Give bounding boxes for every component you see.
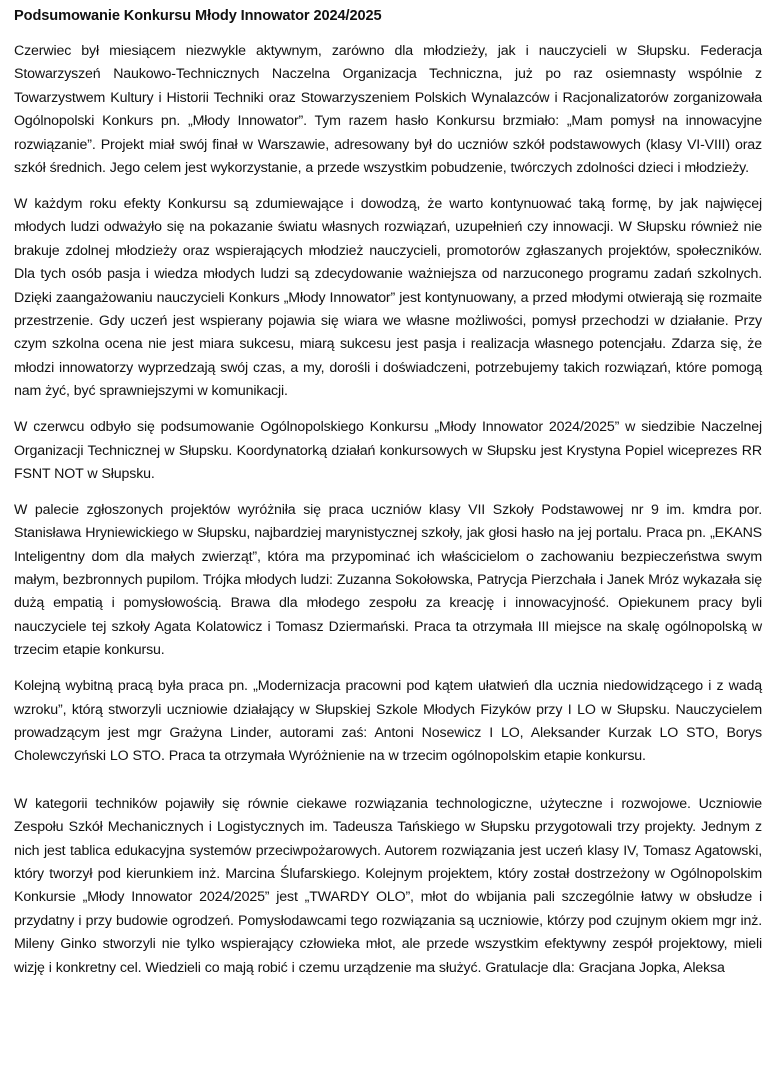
document-title: Podsumowanie Konkursu Młody Innowator 2024/2025 <box>14 8 382 24</box>
paragraph-ekans-project: W palecie zgłoszonych projektów wyróżniła się praca uczniów klasy VII Szkoły Podstawowej nr 9 im. kmdra por. Stanisława Hryniewickiego w Słupsku, najbardziej marynistycznej szkoły, jak głosi hasło na jej portalu. Praca pn. „EKANS Inteligentny dom dla małych zwierząt”, która ma przypominać ich właścicielom o zachowaniu bezpieczeństwa swym małym, bezbronnych pupilom. Trójka młodych ludzi: Zuzanna Sokołowska, Patrycja Pierzchała i Janek Mróz wykazała się dużą empatią i pomysłowością. Brawa dla młodego zespołu za kreację i innowacyjność. Opiekunem pracy byli nauczyciele tej szkoły Agata Kolatowicz i Tomasz Dziermański. Praca ta otrzymała III miejsce na skalę ogólnopolską w trzecim etapie konkursu. <box>14 501 762 659</box>
paragraph-summary-event: W czerwcu odbyło się podsumowanie Ogólnopolskiego Konkursu „Młody Innowator 2024/2025” w siedzibie Naczelnej Organizacji Technicznej w Słupsku. Koordynatorką działań konkursowych w Słupsku jest Krystyna Popiel wiceprezes RR FSNT NOT w Słupsku. <box>14 419 762 482</box>
paragraph-lab-modernization: Kolejną wybitną pracą była praca pn. „Modernizacja pracowni pod kątem ułatwień dla ucznia niedowidzącego i z wadą wzroku”, którą stworzyli uczniowie działający w Słupskiej Szkole Młodych Fizyków przy I LO w Słupsku. Nauczycielem prowadzącym jest mgr Grażyna Linder, autorami zaś: Antoni Nosewicz I LO, Aleksander Kurzak LO STO, Borys Cholewczyński LO STO. Praca ta otrzymała Wyróżnienie na w trzecim ogólnopolskim etapie konkursu. <box>14 678 762 765</box>
paragraph-intro: Czerwiec był miesiącem niezwykle aktywnym, zarówno dla młodzieży, jak i nauczycieli w Słupsku. Federacja Stowarzyszeń Naukowo-Technicznych Naczelna Organizacja Techniczna, już po raz osiemnasty wspólnie z Towarzystwem Kultury i Historii Techniki oraz Stowarzyszeniem Polskich Wynalazców i Racjonalizatorów zorganizowała Ogólnopolski Konkurs pn. „Młody Innowator”. Tym razem hasło Konkursu brzmiało: „Mam pomysł na innowacyjne rozwiązanie”. Projekt miał swój finał w Warszawie, adresowany był do uczniów szkół podstawowych (klasy VI-VIII) oraz szkół średnich. Jego celem jest wykorzystanie, a przede wszystkim pobudzenie, twórczych zdolności dzieci i młodzieży. <box>14 43 762 177</box>
paragraph-effects: W każdym roku efekty Konkursu są zdumiewające i dowodzą, że warto kontynuować taką formę, by jak najwięcej młodych ludzi odważyło się na pokazanie światu własnych rozwiązań, uzupełnień czy innowacji. W Słupsku również nie brakuje zdolnej młodzieży oraz wspierających młodzież nauczycieli, promotorów zgłaszanych projektów, społeczników. Dla tych osób pasja i wiedza młodych ludzi są zdecydowanie ważniejsza od narzuconego programu zadań szkolnych. Dzięki zaangażowaniu nauczycieli Konkurs „Młody Innowator” jest kontynuowany, a przed młodymi otwierają się rozmaite przestrzenie. Gdy uczeń jest wspierany pojawia się wiara we własne możliwości, pomysł przechodzi w działanie. Przy czym szkolna ocena nie jest miara sukcesu, miarą sukcesu jest pasja i realizacja własnego potencjału. Zdarza się, że młodzi innowatorzy wyprzedzają swój czas, a my, dorośli i doświadczeni, potrzebujemy takich rozwiązań, które pomogą nam żyć, być sprawniejszymi w komunikacji. <box>14 195 762 400</box>
paragraph-technicians: W kategorii techników pojawiły się równie ciekawe rozwiązania technologiczne, użyteczne i rozwojowe. Uczniowie Zespołu Szkół Mechanicznych i Logistycznych im. Tadeusza Tańskiego w Słupsku przygotowali trzy projekty. Jednym z nich jest tablica edukacyjna systemów przeciwpożarowych. Autorem rozwiązania jest uczeń klasy IV, Tomasz Agatowski, który tworzył pod kierunkiem inż. Marcina Ślufarskiego. Kolejnym projektem, który został dostrzeżony w Ogólnopolskim Konkursie „Młody Innowator 2024/2025” jest „TWARDY OLO”, młot do wbijania pali szczególnie łatwy w obsłudze i przydatny i przy budowie ogrodzeń. Pomysłodawcami tego rozwiązania są uczniowie, którzy pod czujnym okiem mgr inż. Mileny Ginko stworzyli nie tylko wspierający człowieka młot, ale przede wszystkim efektywny zespół projektowy, mieli wizję i konkretny cel. Wiedzieli co mają robić i czemu urządzenie ma służyć. Gratulacje dla: Gracjana Jopka, Aleksa <box>14 795 762 976</box>
